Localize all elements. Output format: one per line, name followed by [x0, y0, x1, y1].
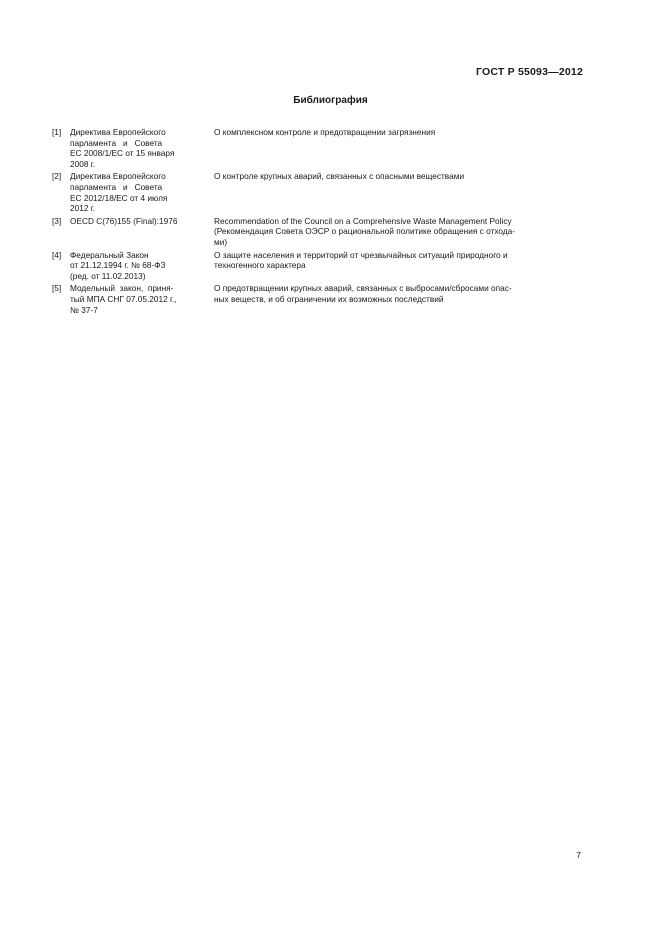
section-title: Библиография [293, 95, 368, 106]
source-line: 2008 г. [70, 158, 96, 169]
entry-source [70, 250, 213, 282]
title-line: ми) [214, 236, 228, 247]
title-line: Recommendation of the Council on a Comprehensive Waste Management Policy [214, 215, 512, 226]
source-line: № 37-7 [70, 304, 98, 315]
source-line: ЕС 2012/18/ЕС от 4 июля [70, 192, 168, 203]
entry-number: [1] [52, 127, 62, 137]
bibliography-list [52, 127, 586, 317]
entry-number: [4] [52, 249, 62, 260]
source-line: Директива Европейского [70, 171, 166, 182]
document-code: ГОСТ Р 55093—2012 [475, 66, 583, 78]
title-line: техногенного характера [214, 260, 306, 271]
source-line: тый МПА СНГ 07.05.2012 г., [70, 293, 177, 304]
entry-source [70, 127, 213, 169]
page-number: 7 [576, 850, 581, 860]
entry-source [70, 216, 213, 248]
source-line: Директива Европейского [70, 127, 166, 137]
source-line: Федеральный Закон [70, 249, 149, 260]
title-line: О контроле крупных аварий, связанных с опасными веществами [214, 171, 465, 182]
bibliography-entry [52, 216, 586, 248]
title-line: ных веществ, и об ограничении их возможных последствий [214, 293, 444, 304]
bibliography-entry [52, 250, 586, 282]
entry-number: [3] [52, 215, 62, 226]
title-line: (Рекомендация Совета ОЭСР о рациональной политике обращения с отхода- [214, 226, 516, 237]
entry-source [70, 171, 213, 213]
entry-source [70, 283, 213, 315]
source-line: (ред. от 11.02.2013) [70, 270, 146, 281]
source-line: парламента и Совета [70, 181, 163, 192]
entry-number: [5] [52, 283, 62, 294]
source-line: ЕС 2008/1/ЕС от 15 января [70, 148, 175, 159]
entry-title [213, 171, 586, 213]
title-line: О защите населения и территорий от чрезвычайных ситуаций природного и [214, 249, 508, 260]
entry-number: [2] [52, 171, 62, 182]
entry-title [213, 250, 586, 282]
bibliography-entry [52, 171, 586, 213]
source-line: от 21.12.1994 г. № 68-ФЗ [70, 260, 166, 271]
source-line: 2012 г. [70, 203, 96, 214]
source-line: Модельный закон, приня- [70, 283, 174, 294]
title-line: О комплексном контроле и предотвращении загрязнения [214, 127, 436, 137]
bibliography-entry [52, 283, 586, 315]
source-line: OECD C(76)155 (Final):1976 [70, 215, 178, 226]
source-line: парламента и Совета [70, 137, 163, 148]
entry-title [213, 216, 586, 248]
entry-title [213, 127, 586, 169]
title-line: О предотвращении крупных аварий, связанных с выбросами/сбросами опас- [214, 283, 512, 294]
entry-title [213, 283, 586, 315]
bibliography-entry [52, 127, 586, 169]
